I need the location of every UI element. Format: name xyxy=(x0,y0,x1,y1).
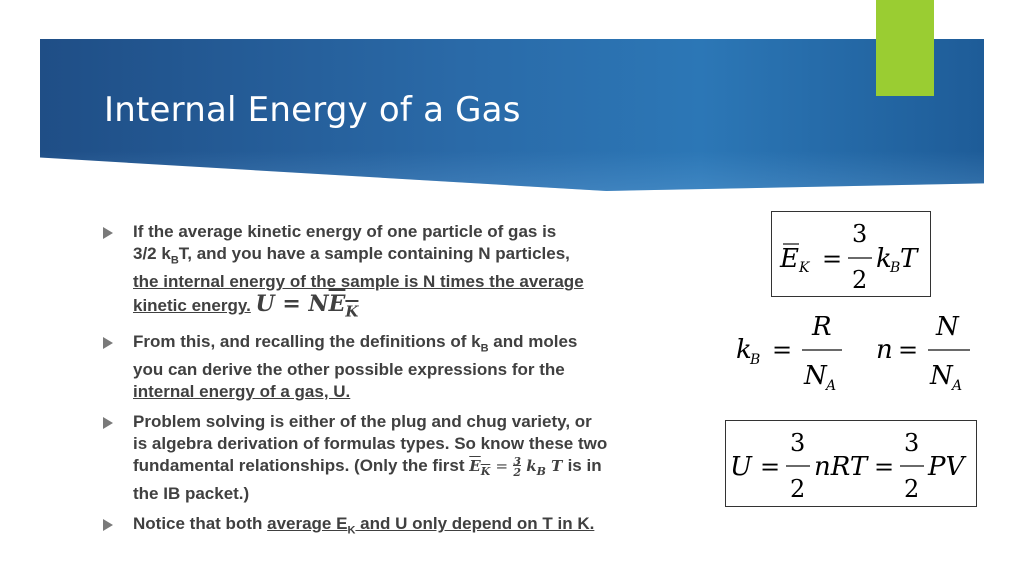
eq-ek-num: 3 xyxy=(852,220,868,248)
eq-n-num: N xyxy=(936,312,959,342)
bullet-4-underlined xyxy=(267,514,595,537)
eq-kb-equals: = xyxy=(772,336,793,364)
eq-fraction xyxy=(513,456,521,478)
bullet-1 xyxy=(103,221,713,323)
bullet-3-line-3a: fundamental relationships. (Only the first xyxy=(133,456,465,476)
eq-u-den-2: 2 xyxy=(904,475,920,503)
bullet-3-line-1: Problem solving is either of the plug and chug variety, or xyxy=(133,412,592,432)
eq-u: U xyxy=(255,291,275,318)
bullet-4 xyxy=(103,513,713,541)
eq-ek xyxy=(328,291,359,321)
accent-tab xyxy=(876,0,934,96)
eq-kb: k xyxy=(526,457,537,476)
eq-e: E xyxy=(469,457,481,476)
eq-equals: = xyxy=(495,457,509,476)
eq-n: N xyxy=(308,291,329,318)
eq-n-den: N xyxy=(930,361,953,391)
bullet-3-line-3b: is in xyxy=(567,456,602,476)
eq-den: 2 xyxy=(513,466,521,480)
bullet-3-line-2: is algebra derivation of formulas types. So know these two xyxy=(133,434,608,454)
inline-equation-u xyxy=(255,291,359,321)
eq-kb-lhs-sub: B xyxy=(750,352,761,368)
bullet-1-line-4: kinetic energy. xyxy=(133,296,251,316)
bullet-4-u1: average E xyxy=(267,514,348,534)
bullet-arrow-icon xyxy=(103,227,113,239)
eq-u-pv: PV xyxy=(928,452,965,482)
bullet-1-line-2a: 3/2 k xyxy=(133,244,171,263)
eq-kb-num: R xyxy=(812,312,832,342)
bullet-2-line-2: you can derive the other possible expressions for the xyxy=(133,360,565,380)
bullet-1-line-2b: T, and you have a sample containing N particles, xyxy=(178,244,570,263)
bullet-list xyxy=(103,221,713,550)
eq-kb-lhs: k xyxy=(736,335,752,365)
eq-u-equals-2: = xyxy=(874,453,895,481)
eq-n-lhs: n xyxy=(876,335,893,365)
subscript-b: B xyxy=(170,254,179,267)
eq-b: B xyxy=(536,465,546,479)
bullet-2-line-1a: From this, and recalling the definitions of k xyxy=(133,331,481,351)
bullet-2 xyxy=(103,331,713,403)
subscript-k: K xyxy=(347,524,356,537)
eq-kb-den-sub: A xyxy=(826,378,837,394)
bullet-arrow-icon xyxy=(103,417,113,429)
eq-k: K xyxy=(345,302,359,321)
bullet-arrow-icon xyxy=(103,519,113,531)
eq-kb-den: N xyxy=(804,361,827,391)
inline-equation-ek xyxy=(469,455,567,480)
eq-ek xyxy=(469,457,491,479)
bullet-2-line-1b: and moles xyxy=(488,331,578,351)
equation-box-ek xyxy=(771,211,931,297)
eq-u-num-1: 3 xyxy=(790,429,806,457)
eq-num: 3 xyxy=(513,455,521,469)
eq-ek-equals: = xyxy=(822,245,843,273)
equation-n xyxy=(872,308,982,398)
slide-title: Internal Energy of a Gas xyxy=(104,90,521,130)
bullet-4-line-1a: Notice that both xyxy=(133,514,268,534)
equation-box-u xyxy=(725,420,977,507)
eq-n-den-sub: A xyxy=(952,378,963,394)
eq-e: E xyxy=(328,291,346,318)
eq-ek-ksub: B xyxy=(890,260,901,276)
eq-ek-lhs: E xyxy=(780,244,799,274)
equation-kb xyxy=(732,308,852,398)
subscript-b: B xyxy=(480,342,489,355)
eq-u-lhs: U xyxy=(730,452,752,482)
equation-u-svg xyxy=(726,421,976,506)
bullet-3 xyxy=(103,411,713,505)
eq-ek-k: k xyxy=(876,244,892,274)
bullet-3-line-4: the IB packet.) xyxy=(133,484,250,504)
eq-ek-den: 2 xyxy=(852,266,868,294)
bullet-2-line-3: internal energy of a gas, U. xyxy=(133,382,351,402)
eq-u-equals-1: = xyxy=(760,453,781,481)
bullet-arrow-icon xyxy=(103,337,113,349)
eq-ek-t: T xyxy=(900,244,918,274)
equation-ek-svg xyxy=(772,212,930,296)
eq-u-nrt: nRT xyxy=(814,452,868,482)
eq-t: T xyxy=(551,457,563,476)
bullet-1-line-1: If the average kinetic energy of one particle of gas is xyxy=(133,222,557,241)
eq-equals: = xyxy=(282,291,301,318)
bullet-1-line-3: the internal energy of the sample is N times the average xyxy=(133,272,584,292)
eq-ek-lhs-sub: K xyxy=(799,260,810,276)
eq-u-num-2: 3 xyxy=(904,429,920,457)
eq-u-den-1: 2 xyxy=(790,475,806,503)
eq-n-equals: = xyxy=(898,336,919,364)
eq-k: K xyxy=(480,465,491,479)
bullet-4-u2: and U only depend on T in K. xyxy=(355,514,595,534)
